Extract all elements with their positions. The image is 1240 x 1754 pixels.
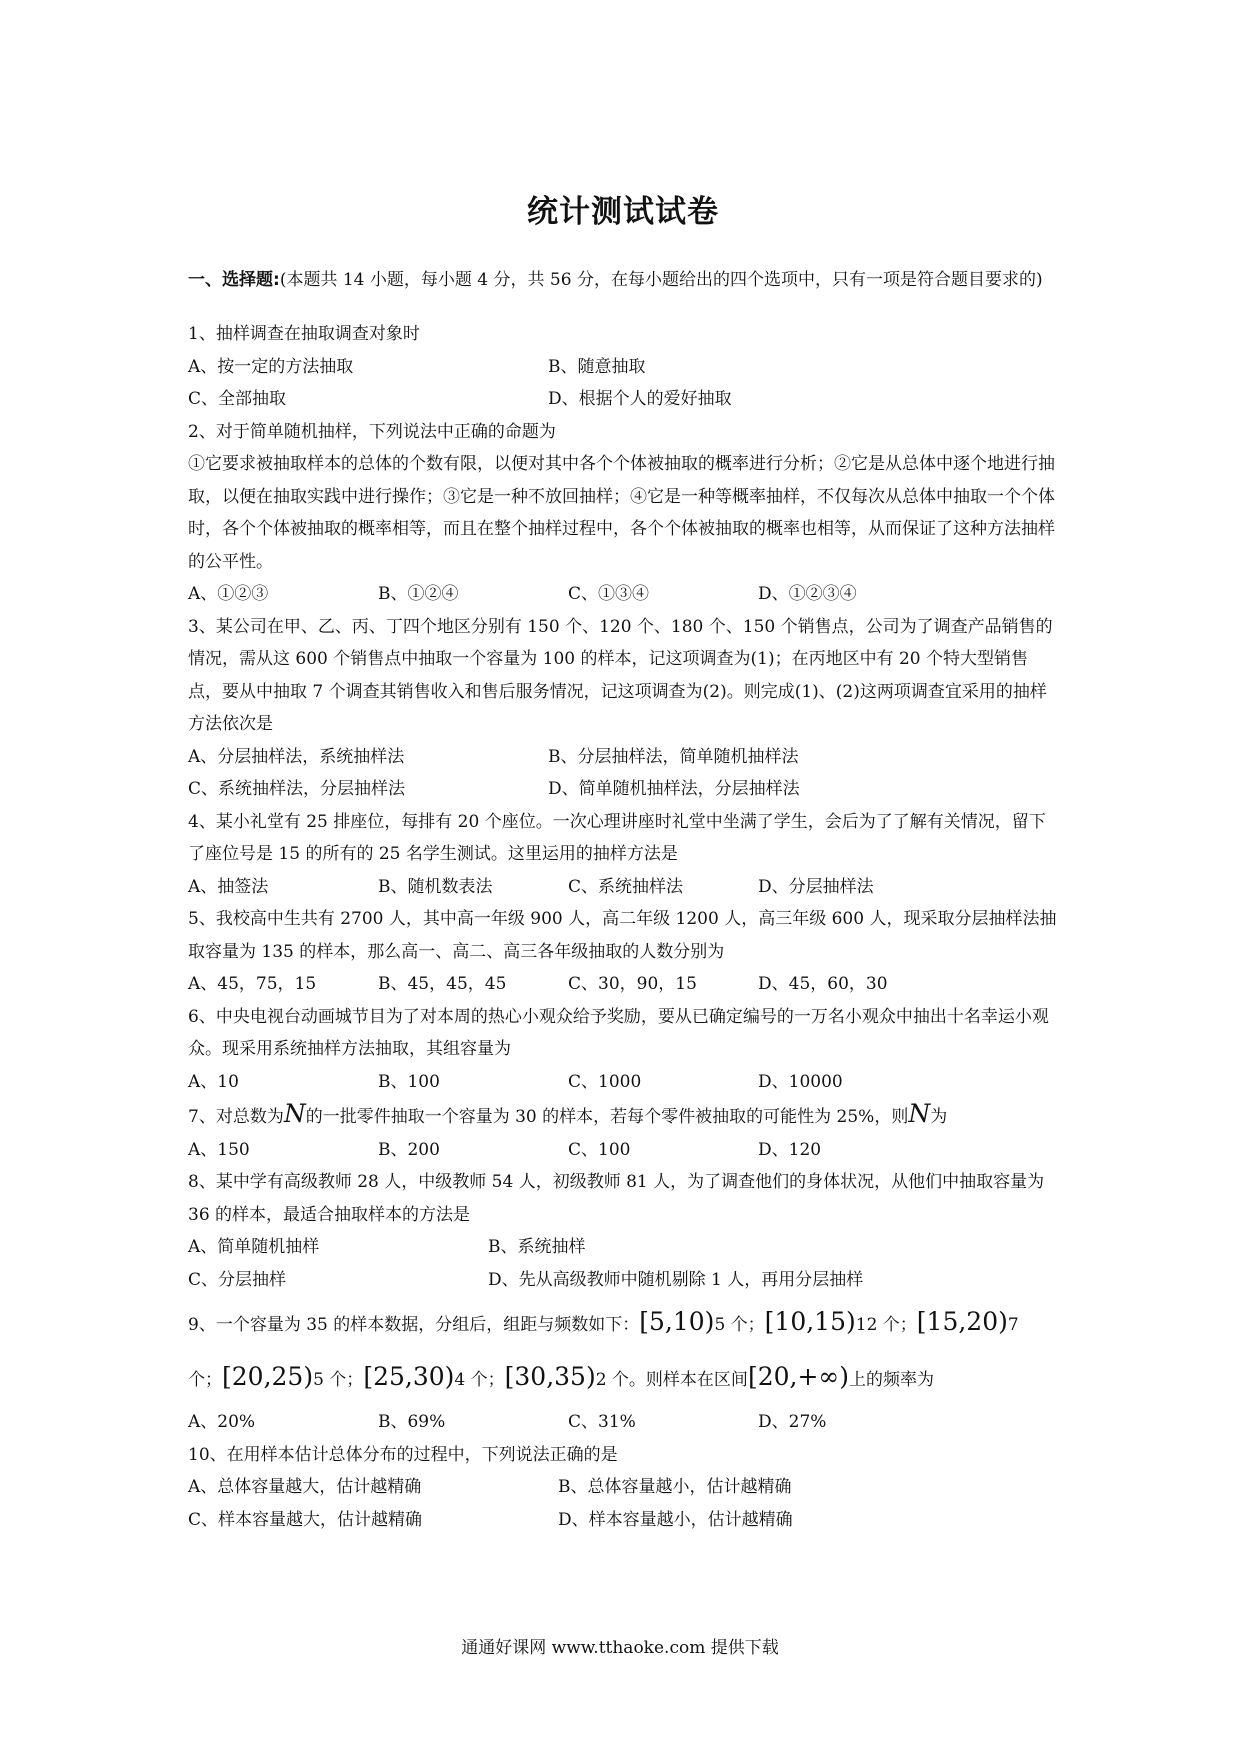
option-c: C、系统抽样法，分层抽样法 [188,779,406,799]
options [188,871,1058,904]
option-d: D、45，60，30 [758,974,888,994]
option-d: D、27% [758,1412,827,1432]
options [188,1134,1058,1167]
option-d: D、10000 [758,1071,843,1092]
option-c: C、1000 [568,1071,642,1092]
question-9 [188,1296,1058,1439]
option-a: A、分层抽样法，系统抽样法 [188,746,405,767]
option-a: A、45，75，15 [188,974,317,994]
stem-text: 2 个。则样本在区间 [595,1370,748,1390]
question-stem: 5、我校高中生共有 2700 人，其中高一年级 900 人，高二年级 1200 人，高三年级 600 人，现采取分层抽样法抽取容量为 135 的样本，那么高一、高二、高三各年级抽取的人数分别为 [188,909,1057,962]
option-a: A、抽签法 [188,876,269,897]
footer-credit: 通通好课网 www.tthaoke.com 提供下载 [461,1638,779,1658]
option-a: A、20% [188,1412,256,1432]
options [188,578,1058,611]
question-4 [188,806,1058,904]
math-interval: [30,35) [504,1362,596,1391]
options [188,1231,1058,1296]
option-d: D、120 [758,1139,822,1160]
section-label: 一、选择题: [188,270,280,290]
option-c: C、全部抽取 [188,389,287,409]
options [188,968,1058,1001]
math-interval: [20,25) [222,1362,314,1391]
option-d: D、分层抽样法 [758,876,874,897]
option-b: B、随机数表法 [378,876,493,897]
option-b: B、69% [378,1412,446,1432]
math-interval: [10,15) [764,1307,856,1336]
stem-text: 7、对总数为 [188,1107,284,1127]
option-c: C、30，90，15 [568,974,697,994]
option-c: C、系统抽样法 [568,876,684,897]
question-stem: 10、在用样本估计总体分布的过程中，下列说法正确的是 [188,1444,618,1465]
option-a: A、总体容量越大，估计越精确 [188,1477,422,1497]
math-interval: [20,+∞) [747,1362,849,1391]
question-body: ①它要求被抽取样本的总体的个数有限，以便对其中各个个体被抽取的概率进行分析；②它是从总体中逐个地进行抽取，以便在抽取实践中进行操作；③它是一种不放回抽样；④它是一种等概率抽样，不仅每次从总体中抽取一个个体时，各个个体被抽取的概率相等，而且在整个抽样过程中，各个个体被抽取的概率也相等，从而保证了这种方法抽样的公平性。 [188,454,1055,572]
math-interval: [25,30) [363,1362,455,1391]
question-10 [188,1439,1058,1537]
option-a: A、150 [188,1139,250,1160]
stem-text: 的一批零件抽取一个容量为 30 的样本，若每个零件被抽取的可能性为 25%，则 [305,1107,909,1127]
stem-text: 上的频率为 [848,1370,934,1390]
question-stem [188,1296,1058,1406]
option-b: B、随意抽取 [548,356,646,377]
stem-text: 5 个； [714,1315,765,1335]
option-d: D、根据个人的爱好抽取 [548,389,732,409]
option-a: A、按一定的方法抽取 [188,356,354,377]
options [188,1406,1058,1439]
option-b: B、100 [378,1071,440,1092]
option-d: D、先从高级教师中随机剔除 1 人，再用分层抽样 [488,1269,864,1290]
question-stem: 3、某公司在甲、乙、丙、丁四个地区分别有 150 个、120 个、180 个、150 个销售点，公司为了调查产品销售的情况，需从这 600 个销售点中抽取一个容量为 100 的样本，记这项调查为(1)；在丙地区中有 20 个特大型销售点，要从中抽取 7 个调查其销售收入和售后服务情况，记这项调查为(2)。则完成(1)、(2)这两项调查宜采用的抽样方法依次是 [188,616,1053,734]
option-b: B、①②④ [378,584,459,604]
option-d: D、①②③④ [758,584,857,604]
options [188,741,1058,806]
stem-text: 9、一个容量为 35 的样本数据，分组后，组距与频数如下： [188,1315,640,1335]
question-8 [188,1166,1058,1296]
question-stem: 8、某中学有高级教师 28 人，中级教师 54 人，初级教师 81 人，为了调查他们的身体状况，从他们中抽取容量为 36 的样本，最适合抽取样本的方法是 [188,1172,1045,1225]
stem-text: 7 个； [188,1315,1019,1390]
math-interval: [15,20) [916,1307,1008,1336]
options [188,1066,1058,1099]
option-c: C、31% [568,1412,636,1432]
option-c: C、100 [568,1139,631,1160]
question-stem: 4、某小礼堂有 25 排座位，每排有 20 个座位。一次心理讲座时礼堂中坐满了学生，会后为了了解有关情况，留下了座位号是 15 的所有的 25 名学生测试。这里运用的抽样方法是 [188,811,1046,864]
option-b: B、总体容量越小，估计越精确 [558,1477,792,1497]
option-d: D、样本容量越小，估计越精确 [558,1509,793,1530]
question-5 [188,903,1058,1001]
question-7 [188,1098,1058,1166]
section-header [188,264,1058,296]
options [188,351,1058,416]
page-title: 统计测试试卷 [527,194,719,230]
exam-page [188,190,1058,1536]
option-c: C、①③④ [568,584,650,604]
option-a: A、简单随机抽样 [188,1237,320,1257]
option-a: A、①②③ [188,584,269,604]
question-6 [188,1001,1058,1099]
math-interval: [5,10) [639,1307,715,1336]
question-1 [188,318,1058,416]
question-stem: 2、对于简单随机抽样，下列说法中正确的命题为 [188,421,556,442]
option-c: C、样本容量越大，估计越精确 [188,1509,423,1530]
option-b: B、45，45，45 [378,974,507,994]
options [188,1471,1058,1536]
option-a: A、10 [188,1071,239,1092]
question-2 [188,416,1058,611]
stem-text: 5 个； [313,1370,364,1390]
option-b: B、系统抽样 [488,1237,586,1257]
question-3 [188,611,1058,806]
option-d: D、简单随机抽样法，分层抽样法 [548,779,800,799]
option-b: B、200 [378,1139,440,1160]
section-description: (本题共 14 小题，每小题 4 分，共 56 分，在每小题给出的四个选项中，只有一项是符合题目要求的) [279,270,1043,290]
stem-text: 12 个； [855,1315,917,1335]
math-variable: N [908,1099,931,1128]
math-variable: N [283,1099,306,1128]
question-stem: 1、抽样调查在抽取调查对象时 [188,324,420,344]
option-c: C、分层抽样 [188,1269,287,1290]
stem-text: 为 [930,1107,948,1127]
question-stem [188,1098,1058,1134]
question-stem: 6、中央电视台动画城节目为了对本周的热心小观众给予奖励，要从已确定编号的一万名小观众中抽出十名幸运小观众。现采用系统抽样方法抽取，其组容量为 [188,1006,1049,1059]
option-b: B、分层抽样法，简单随机抽样法 [548,746,799,767]
stem-text: 4 个； [454,1370,505,1390]
